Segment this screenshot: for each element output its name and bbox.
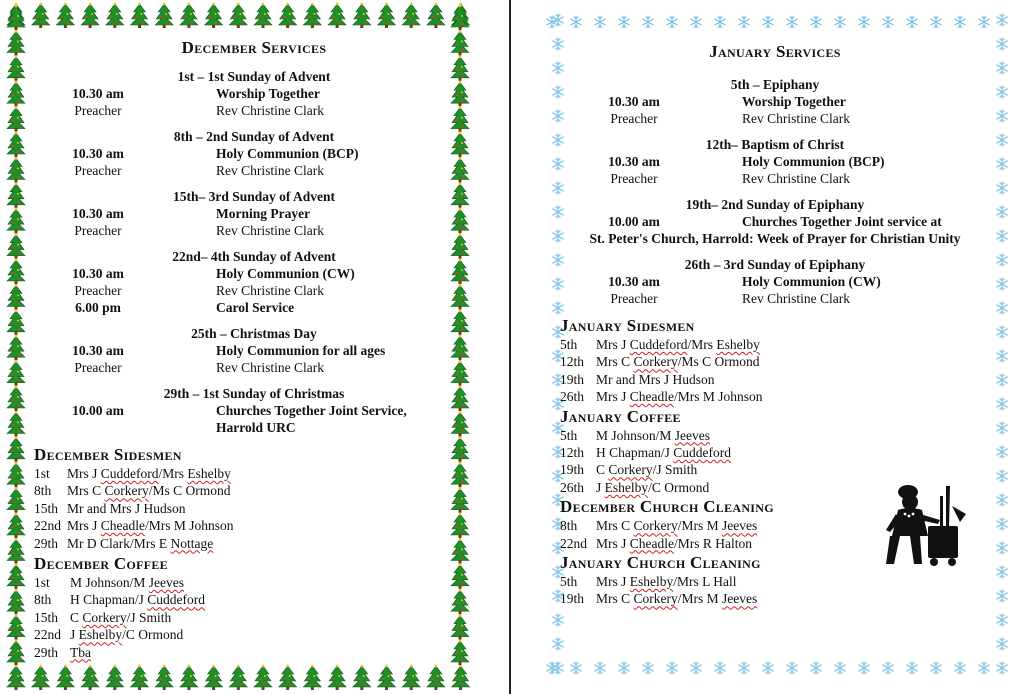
service-time-label: Preacher (74, 103, 122, 118)
christmas-tree-icon (7, 157, 25, 182)
service-detail: Churches Together Joint service at (742, 214, 942, 229)
snowflake-icon (595, 662, 605, 674)
christmas-tree-icon (155, 3, 173, 28)
service-row (34, 102, 474, 119)
snowflake-icon (997, 542, 1007, 554)
service-detail: Rev Christine Clark (216, 360, 324, 375)
rota-names: Tba (70, 644, 91, 660)
rota-names: C Corkery/J Smith (596, 462, 698, 478)
rota-item (560, 573, 990, 590)
christmas-tree-icon (229, 3, 247, 28)
christmas-tree-icon (7, 487, 25, 512)
christmas-tree-icon (427, 665, 445, 690)
snowflake-icon (643, 662, 653, 674)
christmas-tree-icon (131, 665, 149, 690)
service-detail: Holy Communion (BCP) (216, 146, 359, 161)
christmas-tree-icon (7, 132, 25, 157)
rota-item (560, 461, 990, 478)
snowflake-icon (979, 662, 989, 674)
rota-names: Mrs J Cuddeford/Mrs Eshelby (67, 466, 231, 481)
rota-names: M Johnson/M Jeeves (596, 427, 710, 443)
rota-date: 8th (34, 592, 52, 608)
service-heading: 8th – 2nd Sunday of Advent (173, 129, 335, 144)
december-cleaning-title: December Church Cleaning (560, 497, 774, 517)
page-divider (509, 0, 511, 694)
christmas-tree-icon (81, 665, 99, 690)
snowflake-icon (811, 16, 821, 28)
christmas-tree-icon (353, 3, 371, 28)
service-detail: Morning Prayer (216, 206, 311, 221)
service-location-note: St. Peter's Church, Harrold: Week of Prayer for Christian Unity (589, 231, 961, 246)
christmas-tree-icon (7, 513, 25, 538)
snowflake-icon (553, 638, 563, 650)
christmas-tree-icon (7, 360, 25, 385)
snowflake-icon (979, 16, 989, 28)
january-services-list (560, 76, 990, 307)
rota-item (34, 644, 474, 661)
december-services-title: December Services (181, 38, 327, 57)
rota-names: Mrs J Eshelby/Mrs L Hall (596, 574, 737, 590)
rota-item (560, 336, 990, 353)
snowflake-icon (997, 446, 1007, 458)
snowflake-icon (571, 662, 581, 674)
snowflake-icon (997, 422, 1007, 434)
rota-date: 8th (34, 483, 52, 499)
christmas-tree-icon (452, 665, 470, 690)
service-row (34, 205, 474, 222)
rota-names: Mrs C Corkery/Mrs M Jeeves (596, 518, 758, 534)
rota-date: 1st (34, 575, 50, 591)
snowflake-icon (997, 350, 1007, 362)
service-row (560, 213, 990, 230)
rota-date: 22nd (34, 518, 61, 534)
snowflake-icon (571, 16, 581, 28)
snowflake-icon (547, 662, 557, 674)
service-time-label: Preacher (74, 283, 122, 298)
service-time-label: 10.30 am (72, 266, 124, 281)
service-row (560, 153, 990, 170)
rota-item (34, 465, 474, 482)
rota-item (34, 609, 474, 626)
december-coffee-list (34, 574, 474, 661)
snowflake-icon (997, 254, 1007, 266)
christmas-tree-icon (402, 3, 420, 28)
rota-names: J Eshelby/C Ormond (70, 627, 184, 643)
rota-item (34, 626, 474, 643)
christmas-tree-icon (7, 30, 25, 55)
christmas-tree-icon (254, 665, 272, 690)
christmas-tree-icon (131, 3, 149, 28)
snowflake-icon (997, 182, 1007, 194)
service-block (560, 76, 990, 127)
service-row (34, 282, 474, 299)
rota-names: Mrs J Cheadle/Mrs M Johnson (67, 518, 234, 534)
service-row (34, 359, 474, 376)
service-row (560, 290, 990, 307)
service-row (34, 299, 474, 316)
service-block (560, 196, 990, 247)
rota-names: Mr D Clark/Mrs E Nottage (67, 535, 214, 551)
christmas-tree-icon (7, 335, 25, 360)
service-heading: 12th– Baptism of Christ (705, 137, 845, 152)
christmas-tree-icon (56, 665, 74, 690)
service-heading: 5th – Epiphany (730, 77, 820, 92)
rota-date: 29th (34, 535, 59, 551)
snowflake-icon (859, 16, 869, 28)
snowflake-icon (739, 16, 749, 28)
christmas-tree-icon (32, 3, 50, 28)
service-time-label: 10.30 am (608, 94, 660, 109)
rota-item (560, 427, 990, 444)
rota-item (560, 353, 990, 370)
christmas-tree-icon (106, 665, 124, 690)
snowflake-icon (835, 16, 845, 28)
christmas-tree-icon (7, 665, 25, 690)
service-detail: Rev Christine Clark (216, 283, 324, 298)
service-time-label: Preacher (610, 171, 658, 186)
rota-date: 29th (34, 644, 59, 660)
christmas-tree-icon (7, 182, 25, 207)
rota-item (34, 517, 474, 534)
snowflake-icon (997, 302, 1007, 314)
snowflake-icon (811, 662, 821, 674)
snowflake-icon (997, 638, 1007, 650)
rota-item (560, 371, 990, 388)
service-block (34, 68, 474, 119)
snowflake-icon (763, 662, 773, 674)
christmas-tree-icon (7, 81, 25, 106)
rota-date: 1st (34, 466, 50, 481)
service-time-label: 10.30 am (72, 206, 124, 221)
service-heading: 19th– 2nd Sunday of Epiphany (685, 197, 865, 212)
service-row (560, 170, 990, 187)
snowflake-icon (595, 16, 605, 28)
service-time-label: 10.00 am (608, 214, 660, 229)
service-heading: 25th – Christmas Day (191, 326, 317, 341)
rota-date: 8th (560, 518, 578, 534)
snowflake-icon (667, 662, 677, 674)
snowflake-icon (955, 662, 965, 674)
snowflake-icon (997, 662, 1007, 674)
christmas-tree-icon (7, 563, 25, 588)
christmas-tree-icon (7, 106, 25, 131)
snowflake-icon (739, 662, 749, 674)
service-block (560, 136, 990, 187)
christmas-tree-icon (7, 614, 25, 639)
service-detail: Churches Together Joint Service, (216, 403, 407, 418)
christmas-tree-icon (353, 665, 371, 690)
christmas-tree-icon (378, 665, 396, 690)
rota-names: C Corkery/J Smith (70, 609, 172, 625)
rota-date: 26th (560, 479, 585, 495)
service-detail: Worship Together (742, 94, 846, 109)
service-detail: Holy Communion (CW) (742, 274, 881, 289)
cleaner-with-trolley-icon (880, 480, 970, 570)
rota-item (34, 500, 474, 517)
snowflake-icon (997, 206, 1007, 218)
rota-date: 19th (560, 371, 585, 387)
christmas-tree-icon (328, 665, 346, 690)
service-detail: Holy Communion for all ages (216, 343, 386, 358)
service-heading: 22nd– 4th Sunday of Advent (172, 249, 336, 264)
service-time-label (58, 419, 138, 436)
snowflake-icon (883, 662, 893, 674)
snowflake-icon (715, 16, 725, 28)
service-time-label: 10.30 am (72, 146, 124, 161)
december-sidesmen-list (34, 465, 474, 552)
january-sidesmen-list (560, 336, 990, 406)
service-block (34, 385, 474, 436)
snowflake-icon (931, 16, 941, 28)
snowflake-icon (997, 470, 1007, 482)
christmas-tree-icon (303, 665, 321, 690)
service-row (560, 273, 990, 290)
snowflake-icon (715, 662, 725, 674)
service-detail: Rev Christine Clark (216, 103, 324, 118)
snowflake-icon (997, 38, 1007, 50)
snowflake-icon (835, 662, 845, 674)
snowflake-icon (997, 86, 1007, 98)
service-time-label: Preacher (74, 360, 122, 375)
service-detail: Rev Christine Clark (742, 291, 850, 306)
service-detail: Harrold URC (216, 420, 296, 435)
service-detail: Rev Christine Clark (742, 111, 850, 126)
snowflake-icon (997, 326, 1007, 338)
christmas-tree-icon (81, 3, 99, 28)
christmas-tree-icon (7, 640, 25, 665)
rota-date: 5th (560, 337, 578, 352)
service-time-label: 10.30 am (72, 86, 124, 101)
snowflake-icon (787, 16, 797, 28)
service-row (560, 93, 990, 110)
service-block (34, 188, 474, 239)
christmas-tree-icon (155, 665, 173, 690)
snowflake-icon (997, 614, 1007, 626)
snowflake-icon (907, 16, 917, 28)
january-cleaning-title: January Church Cleaning (560, 553, 761, 573)
rota-date: 5th (560, 574, 578, 590)
service-row (34, 265, 474, 282)
christmas-tree-icon (7, 589, 25, 614)
christmas-tree-icon (56, 3, 74, 28)
snowflake-icon (619, 16, 629, 28)
rota-date: 22nd (560, 535, 587, 551)
service-detail: Worship Together (216, 86, 320, 101)
snowflake-icon (997, 230, 1007, 242)
christmas-tree-icon (32, 665, 50, 690)
rota-item (34, 535, 474, 552)
service-row (34, 419, 474, 436)
service-heading: 1st – 1st Sunday of Advent (177, 69, 331, 84)
service-block (34, 248, 474, 316)
service-time-label: Preacher (610, 111, 658, 126)
christmas-tree-icon (7, 259, 25, 284)
snowflake-icon (997, 14, 1007, 26)
service-heading: 29th – 1st Sunday of Christmas (163, 386, 345, 401)
rota-item (560, 388, 990, 405)
christmas-tree-icon (303, 3, 321, 28)
snowflake-icon (997, 158, 1007, 170)
snowflake-icon (859, 662, 869, 674)
christmas-tree-icon (180, 3, 198, 28)
christmas-tree-icon (328, 3, 346, 28)
snowflake-icon (553, 614, 563, 626)
snowflake-icon (907, 662, 917, 674)
rota-date: 5th (560, 427, 578, 443)
snowflake-icon (997, 494, 1007, 506)
snowflake-icon (667, 16, 677, 28)
service-row (34, 145, 474, 162)
rota-names: Mr and Mrs J Hudson (67, 500, 186, 516)
snowflake-icon (787, 662, 797, 674)
january-cleaning-list (560, 573, 990, 608)
snowflake-icon (997, 374, 1007, 386)
service-row (34, 222, 474, 239)
rota-names: Mrs J Cuddeford/Mrs Eshelby (596, 337, 760, 352)
snowflake-icon (931, 662, 941, 674)
rota-names: J Eshelby/C Ormond (596, 479, 710, 495)
december-sidesmen-title: December Sidesmen (34, 445, 182, 464)
december-page (0, 0, 508, 694)
service-block (34, 128, 474, 179)
service-detail: Carol Service (216, 300, 295, 315)
service-block (560, 256, 990, 307)
service-row (34, 162, 474, 179)
snowflake-icon (997, 62, 1007, 74)
rota-item (560, 444, 990, 461)
service-detail: Rev Christine Clark (216, 163, 324, 178)
christmas-tree-icon (7, 309, 25, 334)
january-services-title: January Services (709, 42, 841, 61)
snowflake-icon (997, 134, 1007, 146)
service-detail: Rev Christine Clark (742, 171, 850, 186)
christmas-tree-icon (7, 411, 25, 436)
christmas-tree-icon (7, 462, 25, 487)
rota-names: H Chapman/J Cuddeford (70, 592, 205, 608)
service-time-label: 6.00 pm (75, 300, 121, 315)
christmas-tree-icon (7, 233, 25, 258)
rota-names: Mrs C Corkery/Mrs M Jeeves (596, 591, 758, 607)
snowflake-icon (955, 16, 965, 28)
january-page (512, 0, 1017, 694)
snowflake-icon (643, 16, 653, 28)
christmas-tree-icon (7, 436, 25, 461)
christmas-tree-icon (402, 665, 420, 690)
snowflake-icon (997, 590, 1007, 602)
service-time-label: Preacher (610, 291, 658, 306)
service-time-label: Preacher (74, 223, 122, 238)
christmas-tree-icon (279, 665, 297, 690)
service-time-label: 10.30 am (72, 343, 124, 358)
service-row (560, 110, 990, 127)
rota-names: Mrs C Corkery/Ms C Ormond (596, 354, 760, 370)
snowflake-icon (691, 662, 701, 674)
snowflake-icon (763, 16, 773, 28)
rota-item (34, 482, 474, 499)
rota-names: Mrs J Cheadle/Mrs M Johnson (596, 389, 763, 405)
christmas-tree-icon (7, 55, 25, 80)
rota-names: Mr and Mrs J Hudson (596, 371, 715, 387)
service-time-label: 10.30 am (608, 274, 660, 289)
service-detail: Holy Communion (CW) (216, 266, 355, 281)
service-detail: Holy Communion (BCP) (742, 154, 885, 169)
snowflake-icon (997, 398, 1007, 410)
service-block (34, 325, 474, 376)
rota-date: 12th (560, 354, 585, 370)
christmas-tree-icon (7, 208, 25, 233)
january-sidesmen-title: January Sidesmen (560, 316, 695, 335)
rota-date: 19th (560, 462, 585, 478)
rota-item (560, 590, 990, 607)
snowflake-icon (553, 662, 563, 674)
christmas-tree-icon (378, 3, 396, 28)
service-row (34, 402, 474, 419)
christmas-tree-icon (254, 3, 272, 28)
service-detail: Rev Christine Clark (216, 223, 324, 238)
snowflake-icon (619, 662, 629, 674)
christmas-tree-icon (229, 665, 247, 690)
rota-date: 22nd (34, 627, 61, 643)
service-heading: 26th – 3rd Sunday of Epiphany (684, 257, 866, 272)
christmas-tree-icon (205, 665, 223, 690)
service-time-label: 10.00 am (72, 403, 124, 418)
christmas-tree-icon (7, 284, 25, 309)
rota-date: 15th (34, 609, 59, 625)
service-time-label: Preacher (74, 163, 122, 178)
december-coffee-title: December Coffee (34, 554, 168, 574)
service-time-label: 10.30 am (608, 154, 660, 169)
rota-names: H Chapman/J Cuddeford (596, 445, 731, 461)
snowflake-icon (997, 110, 1007, 122)
christmas-tree-icon (180, 665, 198, 690)
christmas-tree-icon (7, 538, 25, 563)
snowflake-icon (997, 566, 1007, 578)
rota-date: 12th (560, 445, 585, 461)
christmas-tree-icon (427, 3, 445, 28)
december-services-list (34, 68, 474, 436)
rota-names: Mrs C Corkery/Ms C Ormond (67, 483, 231, 499)
snowflake-icon (691, 16, 701, 28)
snowflake-icon (997, 278, 1007, 290)
snowflake-icon (997, 518, 1007, 530)
christmas-tree-icon (106, 3, 124, 28)
service-row (34, 342, 474, 359)
january-coffee-title: January Coffee (560, 406, 681, 426)
rota-date: 19th (560, 591, 585, 607)
rota-item (34, 574, 474, 591)
rota-names: Mrs J Cheadle/Mrs R Halton (596, 535, 753, 551)
service-heading: 15th– 3rd Sunday of Advent (172, 189, 336, 204)
rota-date: 15th (34, 500, 59, 516)
snowflake-icon (883, 16, 893, 28)
rota-names: M Johnson/M Jeeves (70, 575, 184, 591)
december-content (34, 38, 474, 661)
rota-item (34, 591, 474, 608)
christmas-tree-icon (279, 3, 297, 28)
service-row (34, 85, 474, 102)
christmas-tree-icon (205, 3, 223, 28)
christmas-tree-icon (7, 386, 25, 411)
rota-date: 26th (560, 389, 585, 405)
